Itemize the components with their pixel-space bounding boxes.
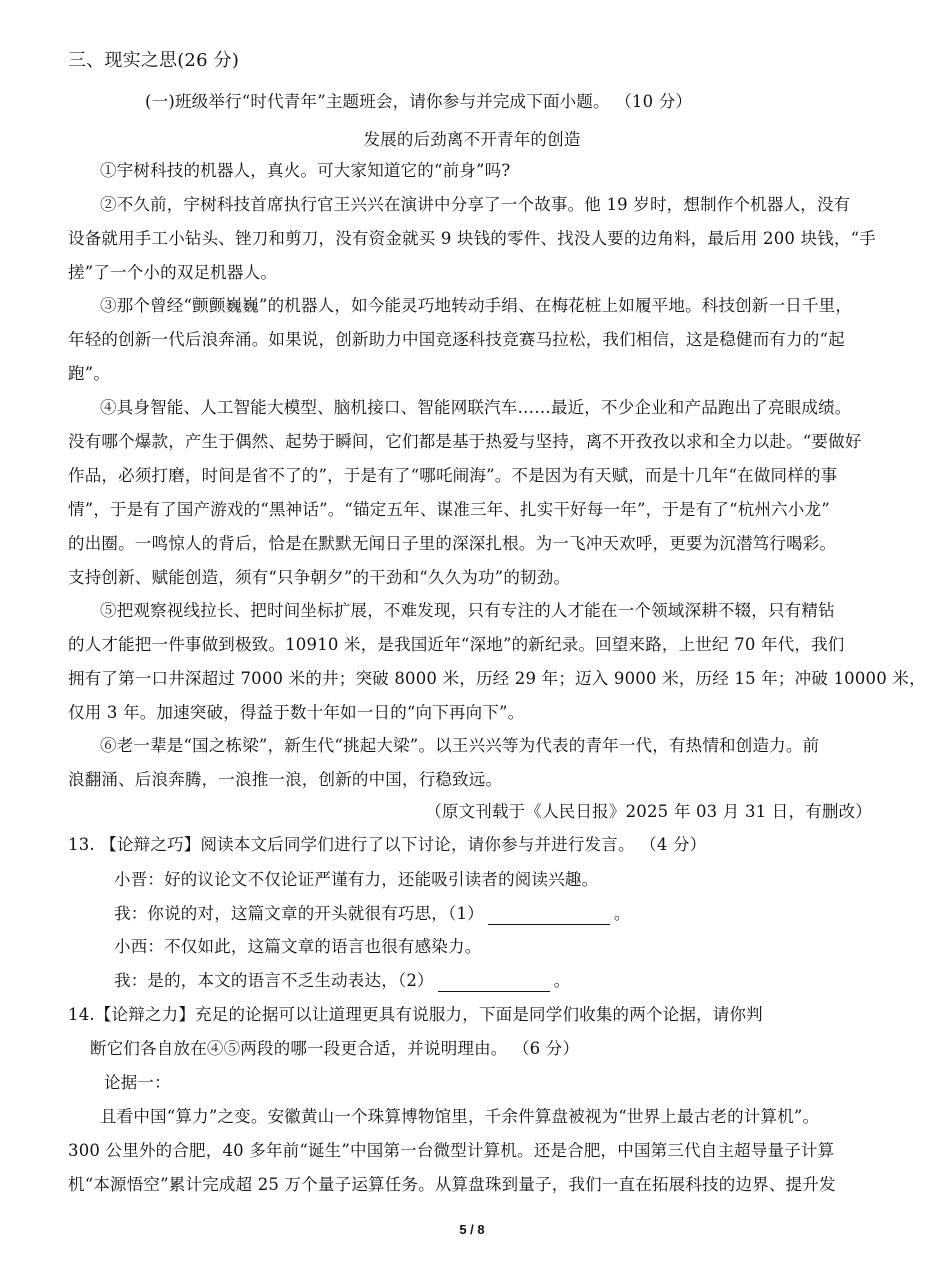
paragraph-line: 跑”。 — [68, 364, 111, 383]
answer-blank-2[interactable] — [438, 973, 550, 992]
paragraph-line: 仅用 3 年。加速突破，得益于数十年如一日的“向下再向下”。 — [68, 703, 525, 722]
subsection-title: (一)班级举行“时代青年”主题班会，请你参与并完成下面小题。 （10 分） — [145, 92, 693, 111]
evidence-line: 300 公里外的合肥，40 多年前“诞生”中国第一台微型计算机。还是合肥，中国第三代自主超导量子计算 — [68, 1141, 835, 1160]
paragraph-line: ⑥老一辈是“国之栋梁”，新生代“挑起大梁”。以王兴兴等为代表的青年一代，有热情和创造力。前 — [100, 736, 820, 755]
dialogue-line: 小西：不仅如此，这篇文章的语言也很有感染力。 — [114, 937, 482, 956]
paragraph-line: 的人才能把一件事做到极致。10910 米，是我国近年“深地”的新纪录。回望来路，上世纪 70 年代，我们 — [68, 635, 845, 654]
dialogue-line-answer-1 — [114, 903, 631, 925]
dialogue-line: 小晋：好的议论文不仅论证严谨有力，还能吸引读者的阅读兴趣。 — [114, 870, 599, 889]
dialogue-end: 。 — [553, 971, 571, 990]
paragraph-line: 设备就用手工小钻头、锉刀和剪刀，没有资金就买 9 块钱的零件、找没人要的边角料，最后用 200 块钱，“手 — [68, 229, 877, 248]
question-14-prompt-cont: 断它们各自放在④⑤两段的哪一段更合适，并说明理由。 （6 分） — [90, 1039, 580, 1058]
dialogue-end: 。 — [613, 904, 631, 923]
paragraph-line: 情”，于是有了国产游戏的“黑神话”。“锚定五年、谋准三年、扎实干好每一年”，于是有了“杭州六小龙” — [68, 500, 830, 519]
paragraph-line: 年轻的创新一代后浪奔涌。如果说，创新助力中国竞逐科技竞赛马拉松，我们相信，这是稳健而有力的“起 — [68, 330, 845, 349]
answer-blank-1[interactable] — [488, 906, 610, 925]
paragraph-line: ④具身智能、人工智能大模型、脑机接口、智能网联汽车……最近，不少企业和产品跑出了亮眼成绩。 — [100, 398, 852, 417]
paragraph-line: 作品，必须打磨，时间是省不了的”，于是有了“哪吒闹海”。不是因为有天赋，而是十几年“在做同样的事 — [68, 466, 838, 485]
paragraph-line: ⑤把观察视线拉长、把时间坐标扩展，不难发现，只有专注的人才能在一个领域深耕不辍，只有精钻 — [100, 601, 835, 620]
paragraph-line: ②不久前，宇树科技首席执行官王兴兴在演讲中分享了一个故事。他 19 岁时，想制作个机器人，没有 — [100, 195, 851, 214]
question-14-prompt: 14.【论辩之力】充足的论据可以让道理更具有说服力，下面是同学们收集的两个论据，请你判 — [68, 1005, 763, 1024]
paragraph-line: 拥有了第一口井深超过 7000 米的井；突破 8000 米，历经 29 年；迈入 9000 米，历经 15 年；冲破 10000 米， — [68, 669, 926, 688]
paragraph-line: ①宇树科技的机器人，真火。可大家知道它的“前身”吗? — [100, 161, 511, 180]
article-title: 发展的后劲离不开青年的创造 — [363, 130, 581, 149]
dialogue-text: 我：你说的对，这篇文章的开头就很有巧思，（1） — [114, 904, 484, 923]
paragraph-line: ③那个曾经“颤颤巍巍”的机器人，如今能灵巧地转动手绢、在梅花桩上如履平地。科技创新一日千里， — [100, 296, 853, 315]
question-13-prompt: 13. 【论辩之巧】阅读本文后同学们进行了以下讨论，请你参与并进行发言。 （4 分） — [68, 835, 707, 854]
paragraph-line: 没有哪个爆款，产生于偶然、起势于瞬间，它们都是基于热爱与坚持，离不开孜孜以求和全力以赴。“要做好 — [68, 432, 862, 451]
dialogue-text: 我：是的，本文的语言不乏生动表达，（2） — [114, 971, 434, 990]
evidence-label: 论据一： — [104, 1073, 171, 1092]
section-title: 三、现实之思(26 分) — [68, 50, 240, 71]
paragraph-line: 支持创新、赋能创造，须有“只争朝夕”的干劲和“久久为功”的韧劲。 — [68, 568, 571, 587]
article-source: （原文刊载于《人民日报》2025 年 03 月 31 日，有删改） — [425, 802, 872, 821]
paragraph-line: 的出圈。一鸣惊人的背后，恰是在默默无闻日子里的深深扎根。为一飞冲天欢呼，更要为沉潜笃行喝彩。 — [68, 534, 837, 553]
evidence-line: 且看中国“算力”之变。安徽黄山一个珠算博物馆里，千余件算盘被视为“世界上最古老的计算机”。 — [100, 1107, 820, 1126]
page-number: 5 / 8 — [459, 1222, 485, 1237]
dialogue-line-answer-2 — [114, 970, 570, 992]
paragraph-line: 浪翻涌、后浪奔腾，一浪推一浪，创新的中国，行稳致远。 — [68, 770, 503, 789]
evidence-line: 机“本源悟空”累计完成超 25 万个量子运算任务。从算盘珠到量子，我们一直在拓展科技的边界、提升发 — [68, 1175, 836, 1194]
paragraph-line: 搓”了一个小的双足机器人。 — [68, 263, 278, 282]
